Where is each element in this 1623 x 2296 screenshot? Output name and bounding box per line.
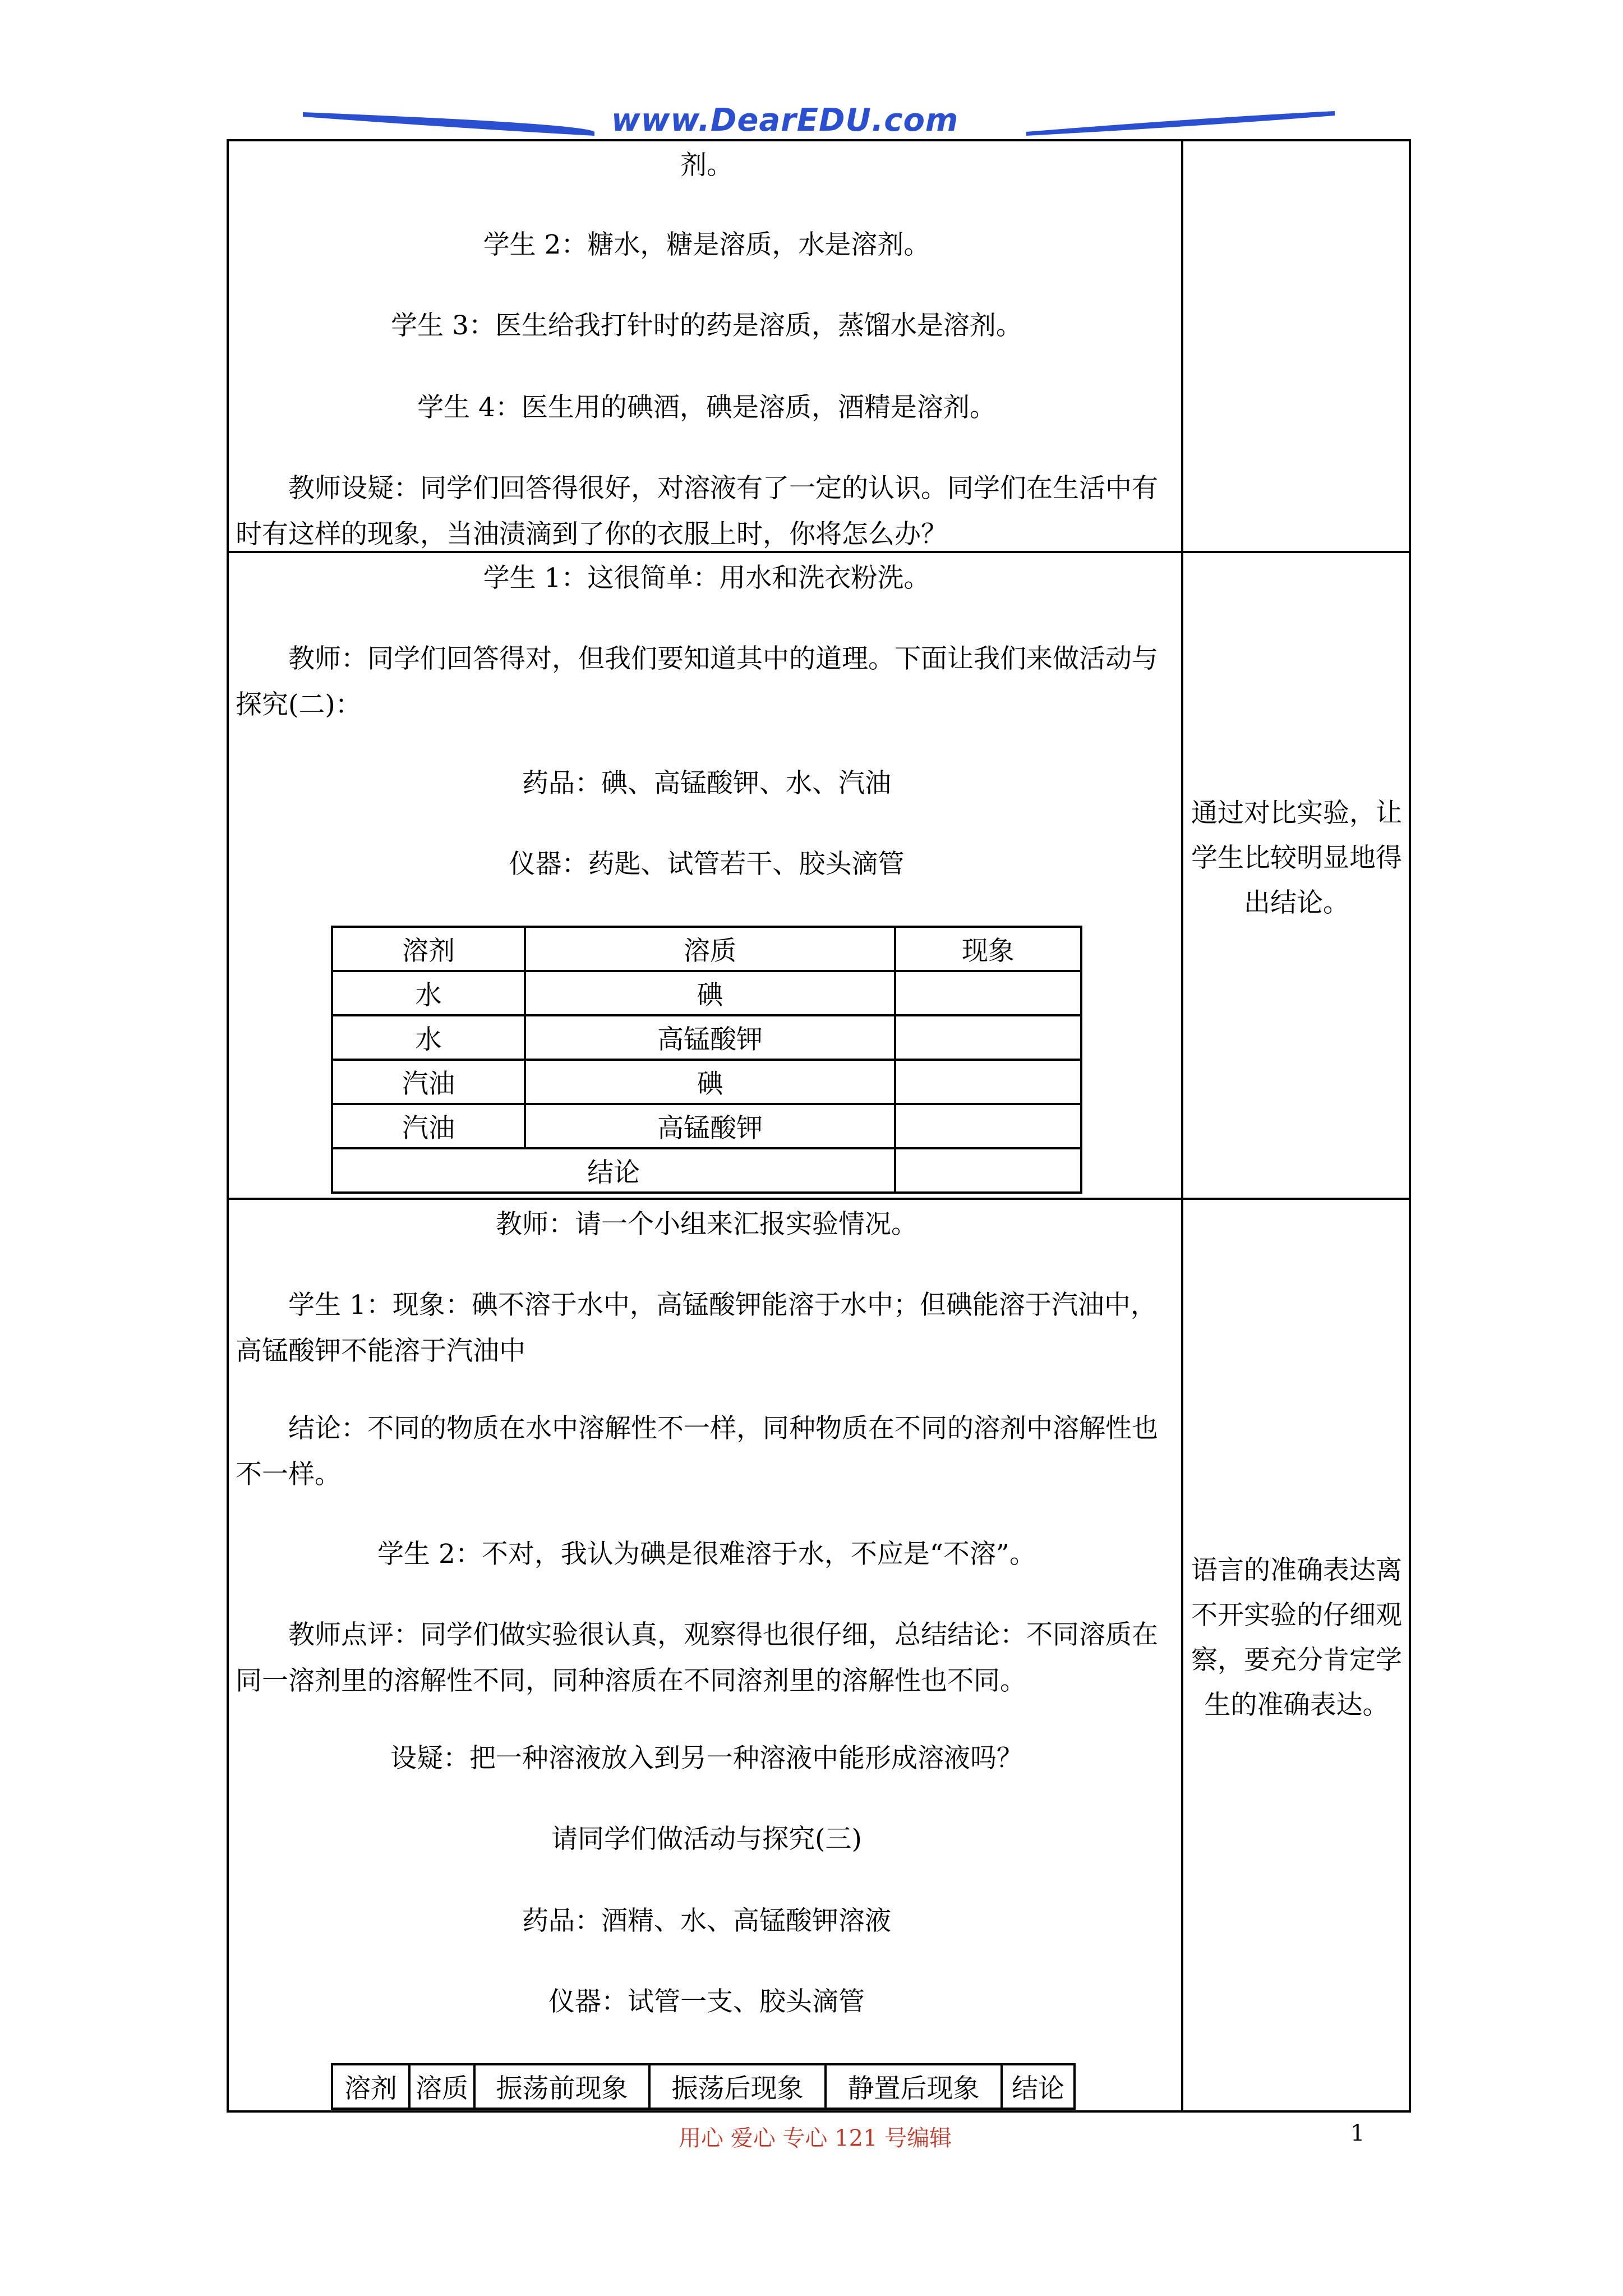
row-divider-2: [227, 1198, 1411, 1200]
cell-phenomenon: [895, 1015, 1081, 1060]
s3-line-9: 仪器：试管一支、胶头滴管: [548, 1986, 865, 2017]
header-phenomenon: 现象: [895, 927, 1081, 971]
conclusion-label: 结论: [332, 1148, 895, 1193]
s3-line-4: 学生 2：不对，我认为碘是很难溶于水，不应是“不溶”。: [377, 1539, 1036, 1570]
s2-line-3: 药品：碘、高锰酸钾、水、汽油: [522, 768, 891, 799]
s2-line-2: 教师：同学们回答得对，但我们要知道其中的道理。下面让我们来做活动与探究(二)：: [236, 643, 1158, 720]
cell-solvent: 水: [332, 971, 525, 1015]
header-conclusion: 结论: [1002, 2064, 1075, 2109]
table-row: [332, 1060, 1081, 1104]
s2-line-1: 学生 1：这很简单：用水和洗衣粉洗。: [483, 563, 930, 593]
table-row: [332, 1015, 1081, 1060]
cell-solvent: 汽油: [332, 1060, 525, 1104]
header-before-shaking: 振荡前现象: [474, 2064, 649, 2109]
page-number: 1: [1350, 2120, 1365, 2146]
column-divider: [1181, 139, 1183, 2113]
header-after-shaking: 振荡后现象: [649, 2064, 826, 2109]
cell-solute: 碘: [525, 1060, 895, 1104]
s3-line-6: 设疑：把一种溶液放入到另一种溶液中能形成溶液吗？: [390, 1743, 1023, 1774]
s1-line-1: 剂。: [680, 150, 733, 181]
experiment-table-3: [331, 2063, 1076, 2110]
s1-line-5: 教师设疑：同学们回答得很好，对溶液有了一定的认识。同学们在生活中有时有这样的现象，当油渍滴到了你的衣服上时，你将怎么办？: [236, 473, 1158, 550]
s3-line-3: 结论：不同的物质在水中溶解性不一样，同种物质在不同的溶剂中溶解性也不一样。: [236, 1413, 1158, 1490]
s3-line-1: 教师：请一个小组来汇报实验情况。: [496, 1209, 917, 1240]
conclusion-value: [895, 1148, 1081, 1193]
header-solvent: 溶剂: [332, 2064, 409, 2109]
cell-solvent: 水: [332, 1015, 525, 1060]
header-after-standing: 静置后现象: [826, 2064, 1002, 2109]
table-row: [332, 971, 1081, 1015]
cell-phenomenon: [895, 1060, 1081, 1104]
cell-solute: 碘: [525, 971, 895, 1015]
s2-line-4: 仪器：药匙、试管若干、胶头滴管: [509, 849, 905, 880]
cell-solute: 高锰酸钾: [525, 1104, 895, 1148]
cell-solute: 高锰酸钾: [525, 1015, 895, 1060]
s3-line-7: 请同学们做活动与探究(三): [551, 1824, 862, 1855]
side-note-2: 通过对比实验，让学生比较明显地得出结论。: [1191, 798, 1402, 918]
s3-line-2: 学生 1：现象：碘不溶于水中，高锰酸钾能溶于水中；但碘能溶于汽油中，高锰酸钾不能溶于汽油中: [236, 1290, 1157, 1366]
s3-line-8: 药品：酒精、水、高锰酸钾溶液: [522, 1906, 891, 1936]
footer-text: 用心 爱心 专心 121 号编辑: [679, 2125, 952, 2151]
experiment-table-2: [331, 926, 1082, 1194]
s1-line-4: 学生 4：医生用的碘酒，碘是溶质，酒精是溶剂。: [417, 392, 996, 423]
s1-line-2: 学生 2：糖水，糖是溶质，水是溶剂。: [483, 229, 930, 260]
table-row: [332, 1104, 1081, 1148]
side-note-3: 语言的准确表达离不开实验的仔细观察，要充分肯定学生的准确表达。: [1191, 1555, 1402, 1720]
cell-phenomenon: [895, 971, 1081, 1015]
cell-solvent: 汽油: [332, 1104, 525, 1148]
cell-phenomenon: [895, 1104, 1081, 1148]
header-solute: 溶质: [409, 2064, 474, 2109]
header-solvent: 溶剂: [332, 927, 525, 971]
s1-line-3: 学生 3：医生给我打针时的药是溶质，蒸馏水是溶剂。: [391, 310, 1022, 341]
table-row: [332, 1148, 1081, 1193]
s3-line-5: 教师点评：同学们做实验很认真，观察得也很仔细，总结结论：不同溶质在同一溶剂里的溶解性不同，同种溶质在不同溶剂里的溶解性也不同。: [236, 1619, 1158, 1696]
site-logo: www.DearEDU.com: [611, 102, 959, 139]
header-solute: 溶质: [525, 927, 895, 971]
